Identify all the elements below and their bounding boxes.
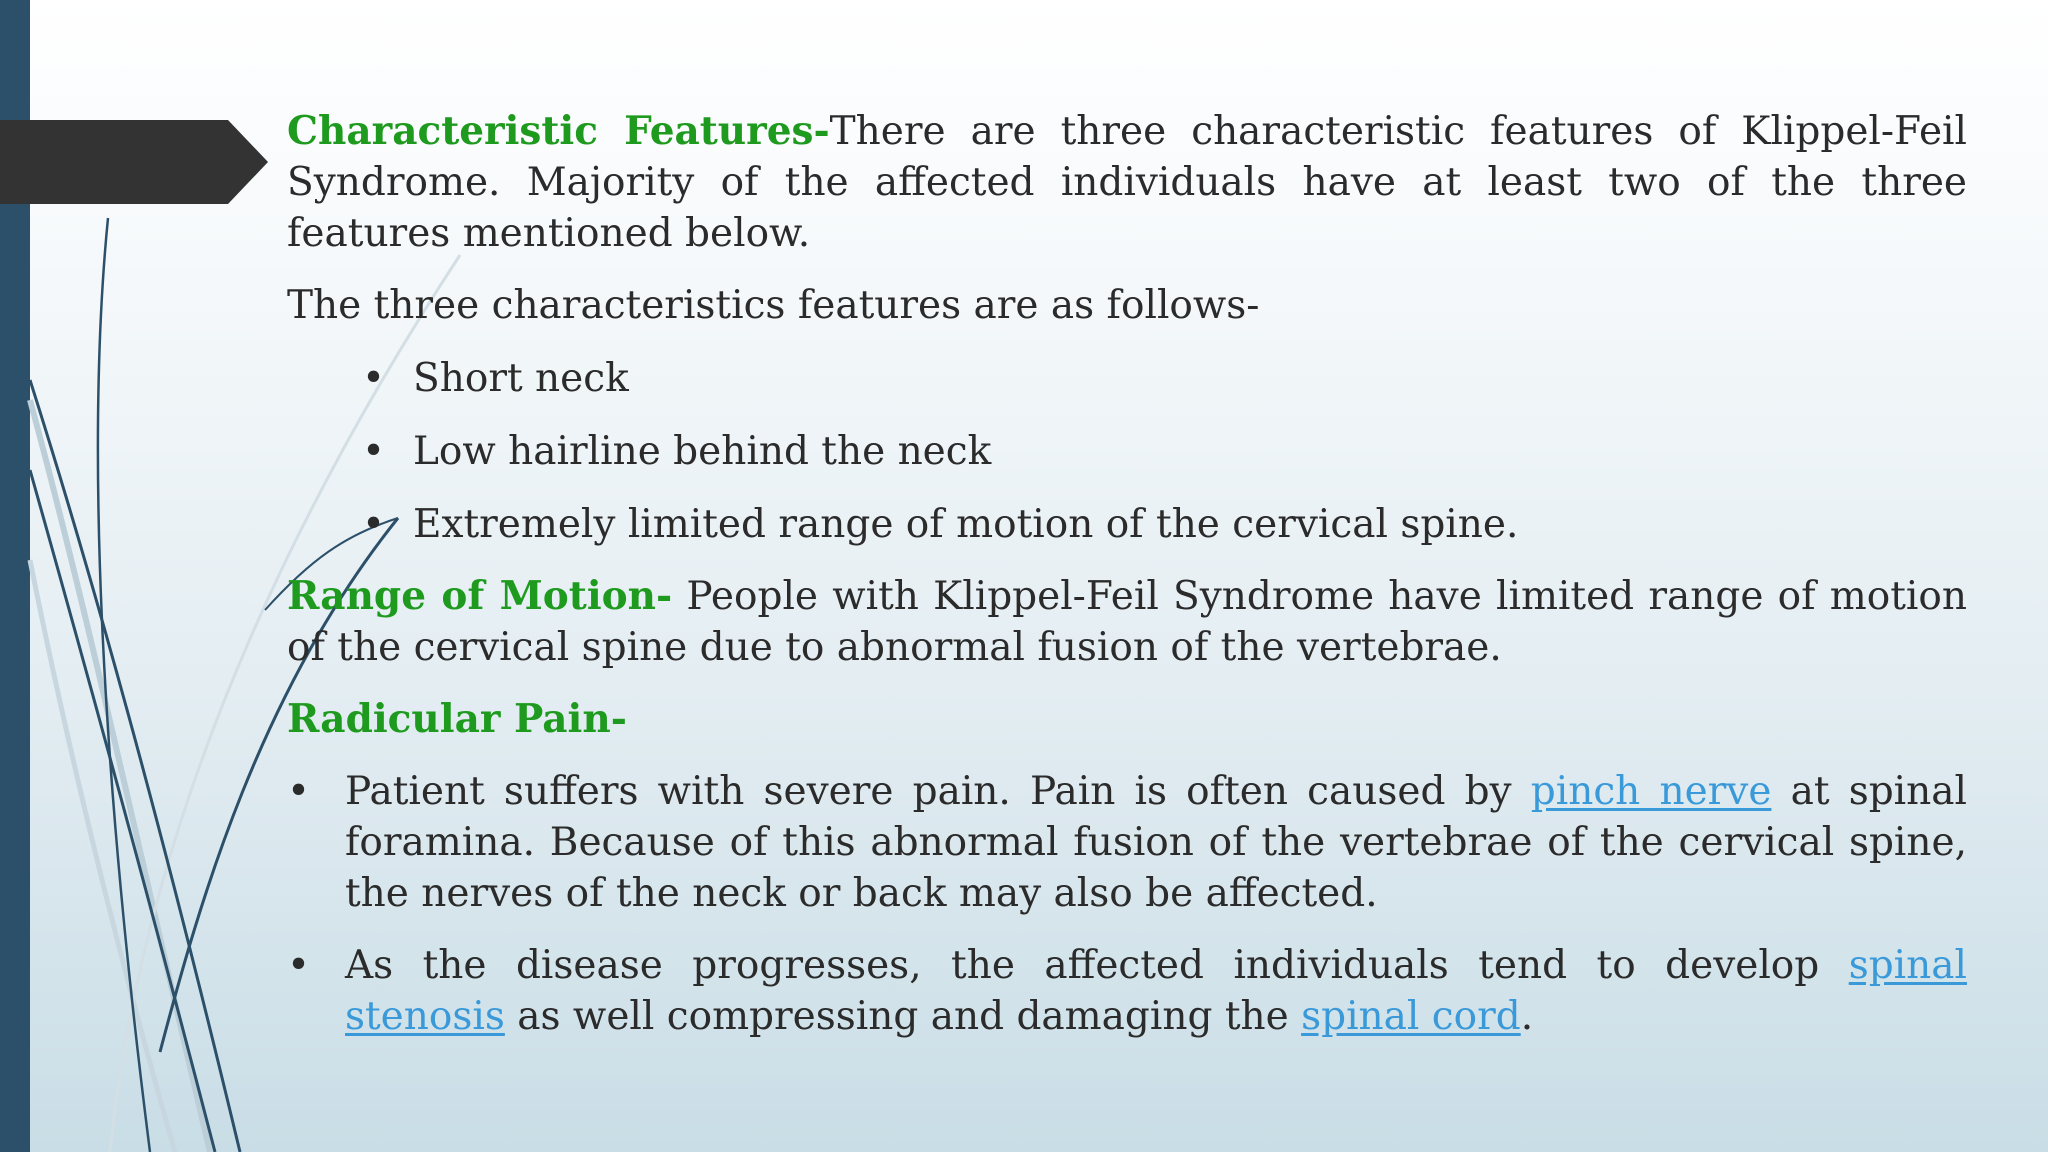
radicular-pain-list [287,766,1967,1042]
radicular-pain-label: Radicular Pain- [287,696,627,742]
list-item [287,766,1967,919]
title-tab-arrow [0,120,268,204]
list-item [287,940,1967,1042]
features-lead-in: The three characteristics features are as follows- [287,283,1260,328]
list-item [287,499,1967,550]
bullet-icon: • [287,943,311,988]
pain-text: As the disease progresses, the affected individuals tend to develop [345,943,1849,988]
heading-radicular-pain [287,694,1967,745]
heading-range-of-motion: Range of Motion- [287,573,673,619]
list-item [287,353,1967,404]
features-list [287,353,1967,550]
feature-text: Short neck [413,356,629,401]
list-item [287,426,1967,477]
intro-text: There are three characteristic features of Klippel-Feil Syndrome. Majority of the affected individuals have at least two of the three features mentioned below. [287,109,1968,256]
bullet-icon: • [362,502,386,547]
pinch-nerve-link[interactable]: pinch nerve [1530,769,1772,814]
heading-characteristic-features: Characteristic Features- [287,108,830,154]
range-of-motion-paragraph [287,571,1967,673]
spinal-cord-link[interactable]: spinal cord [1301,994,1521,1039]
feature-text: Low hairline behind the neck [413,429,992,474]
slide-content [287,106,1967,1042]
feature-text: Extremely limited range of motion of the cervical spine. [413,502,1519,547]
range-of-motion-text: People with Klippel-Feil Syndrome have limited range of motion of the cervical spine due to abnormal fusion of the vertebrae. [287,574,1967,670]
bullet-icon: • [362,429,386,474]
pain-text: . [1520,994,1534,1039]
spinal-stenosis-link[interactable]: spinal stenosis [345,943,1967,1039]
bullet-icon: • [362,356,386,401]
intro-paragraph [287,106,1967,259]
pain-text: at spinal foramina. Because of this abnormal fusion of the vertebrae of the cervical spine, the nerves of the neck or back may also be affected. [345,769,1967,916]
pain-text: Patient suffers with severe pain. Pain is often caused by [345,769,1531,814]
pain-text: as well compressing and damaging the [504,994,1302,1039]
bullet-icon: • [287,769,311,814]
